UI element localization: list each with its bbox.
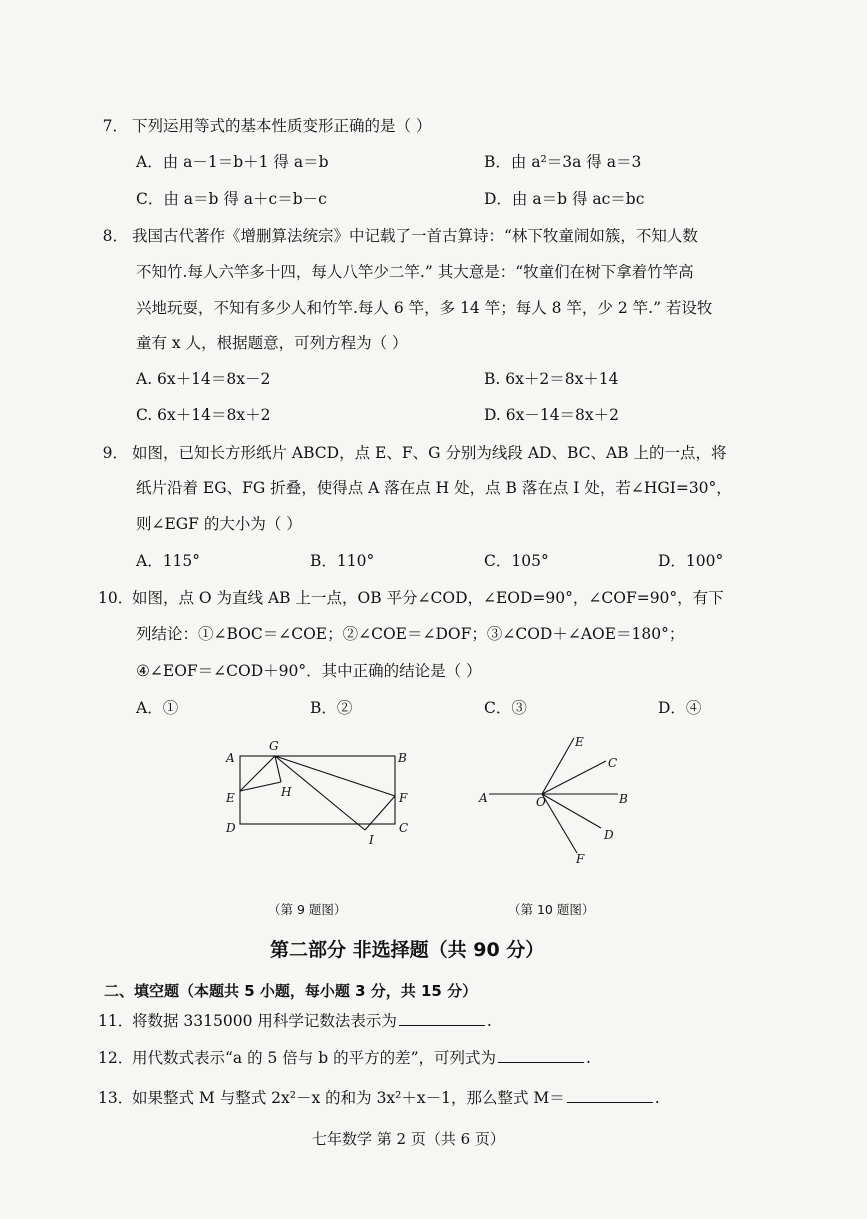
q13-answer-blank	[567, 1088, 653, 1103]
q8-option-c: C. 6x＋14＝8x＋2	[136, 406, 271, 424]
label-a: A	[226, 751, 235, 765]
q8-text-1: 我国古代著作《增删算法统宗》中记载了一首古算诗：“林下牧童闹如簇，不知人数	[132, 227, 698, 245]
label-h: H	[281, 785, 292, 799]
page-footer: 七年数学 第 2 页（共 6 页）	[312, 1130, 505, 1148]
q9-option-c: C．105°	[484, 552, 549, 570]
q10-line1	[98, 588, 724, 608]
part2-title: 第二部分 非选择题（共 90 分）	[270, 939, 545, 961]
q7-text: 下列运用等式的基本性质变形正确的是（ ）	[132, 117, 432, 135]
q10-line2: 列结论：①∠BOC＝∠COE；②∠COE＝∠DOF；③∠COD＋∠AOE＝180°；	[136, 625, 685, 643]
q8-line4: 童有 x 人，根据题意，可列方程为（ ）	[136, 334, 408, 352]
q9-number: 9．	[102, 444, 128, 462]
label-e: E	[575, 735, 584, 749]
q9-option-b: B．110°	[310, 552, 375, 570]
segment-gf	[275, 756, 395, 796]
label-e: E	[226, 791, 235, 805]
label-d: D	[226, 821, 236, 835]
q10-option-d: D．④	[658, 699, 702, 717]
q7-option-b: B．由 a²＝3a 得 a＝3	[484, 153, 642, 171]
q7-stem	[98, 116, 431, 136]
q8-option-b: B. 6x＋2＝8x＋14	[484, 370, 619, 388]
q11-text: 将数据 3315000 用科学记数法表示为	[132, 1012, 397, 1030]
q10-option-a: A．①	[136, 699, 179, 717]
q9-option-a: A．115°	[136, 552, 201, 570]
label-o: O	[536, 795, 546, 809]
q10-line3: ④∠EOF＝∠COD＋90°．其中正确的结论是（ ）	[136, 662, 482, 680]
q9-line3: 则∠EGF 的大小为（ ）	[136, 515, 302, 533]
label-c: C	[608, 756, 618, 770]
q8-option-d: D. 6x－14＝8x＋2	[484, 406, 620, 424]
label-c: C	[399, 821, 409, 835]
q13-text: 如果整式 M 与整式 2x²－x 的和为 3x²＋x－1，那么整式 M＝	[132, 1089, 565, 1107]
label-a: A	[479, 791, 488, 805]
label-g: G	[269, 739, 279, 753]
q12-text: 用代数式表示“a 的 5 倍与 b 的平方的差”，可列式为	[132, 1049, 497, 1067]
q8-number: 8．	[102, 227, 128, 245]
q11-end: .	[486, 1012, 492, 1030]
figure-q9	[215, 738, 415, 848]
fill-in-section-heading: 二、填空题（本题共 5 小题，每小题 3 分，共 15 分）	[104, 982, 478, 1000]
q13	[98, 1088, 660, 1108]
q12-answer-blank	[498, 1048, 584, 1063]
q9-text-1: 如图，已知长方形纸片 ABCD，点 E、F、G 分别为线段 AD、BC、AB 上的一点，将	[132, 444, 727, 462]
q10-option-c: C．③	[484, 699, 527, 717]
q11	[98, 1011, 492, 1031]
q7-number: 7．	[102, 117, 128, 135]
label-b: B	[398, 751, 407, 765]
label-i: I	[369, 833, 374, 847]
q9-option-d: D．100°	[658, 552, 724, 570]
q11-number: 11．	[98, 1012, 134, 1030]
q7-option-a: A．由 a－1＝b＋1 得 a＝b	[136, 153, 329, 171]
label-f: F	[399, 791, 408, 805]
q7-option-c: C．由 a＝b 得 a＋c＝b－c	[136, 190, 327, 208]
rectangle-abcd	[240, 756, 395, 824]
q8-option-a: A. 6x＋14＝8x－2	[136, 370, 271, 388]
figure-q9-caption: （第 9 题图）	[268, 902, 347, 917]
figure-q10	[475, 730, 645, 868]
q8-line3: 兴地玩耍，不知有多少人和竹竿.每人 6 竿，多 14 竿；每人 8 竿，少 2 竿.” 若设牧	[136, 299, 713, 317]
ray-od	[542, 794, 601, 828]
label-f: F	[576, 852, 585, 866]
q12-end: .	[586, 1049, 591, 1067]
q9-line1	[98, 443, 727, 463]
q8-line2: 不知竹.每人六竿多十四，每人八竿少二竿.” 其大意是：“牧童们在树下拿着竹竿高	[136, 263, 694, 281]
label-d: D	[604, 828, 614, 842]
q13-end: .	[654, 1089, 660, 1107]
segment-if	[365, 796, 395, 830]
q11-answer-blank	[399, 1011, 485, 1026]
q10-text-1: 如图，点 O 为直线 AB 上一点，OB 平分∠COD，∠EOD=90°，∠COF=90°，有下	[132, 589, 724, 607]
q12	[98, 1048, 591, 1068]
q13-number: 13．	[98, 1089, 134, 1107]
q9-line2: 纸片沿着 EG、FG 折叠，使得点 A 落在点 H 处，点 B 落在点 I 处，若∠HGI=30°，	[136, 479, 732, 497]
q10-number: 10．	[98, 589, 134, 607]
q12-number: 12．	[98, 1049, 134, 1067]
q7-option-d: D．由 a＝b 得 ac＝bc	[484, 190, 645, 208]
figure-q10-caption: （第 10 题图）	[508, 902, 595, 917]
segment-eh	[240, 782, 281, 791]
q10-option-b: B．②	[310, 699, 353, 717]
label-b: B	[619, 792, 628, 806]
ray-of	[542, 794, 577, 853]
q8-line1	[98, 226, 698, 246]
segment-eg	[240, 756, 275, 791]
